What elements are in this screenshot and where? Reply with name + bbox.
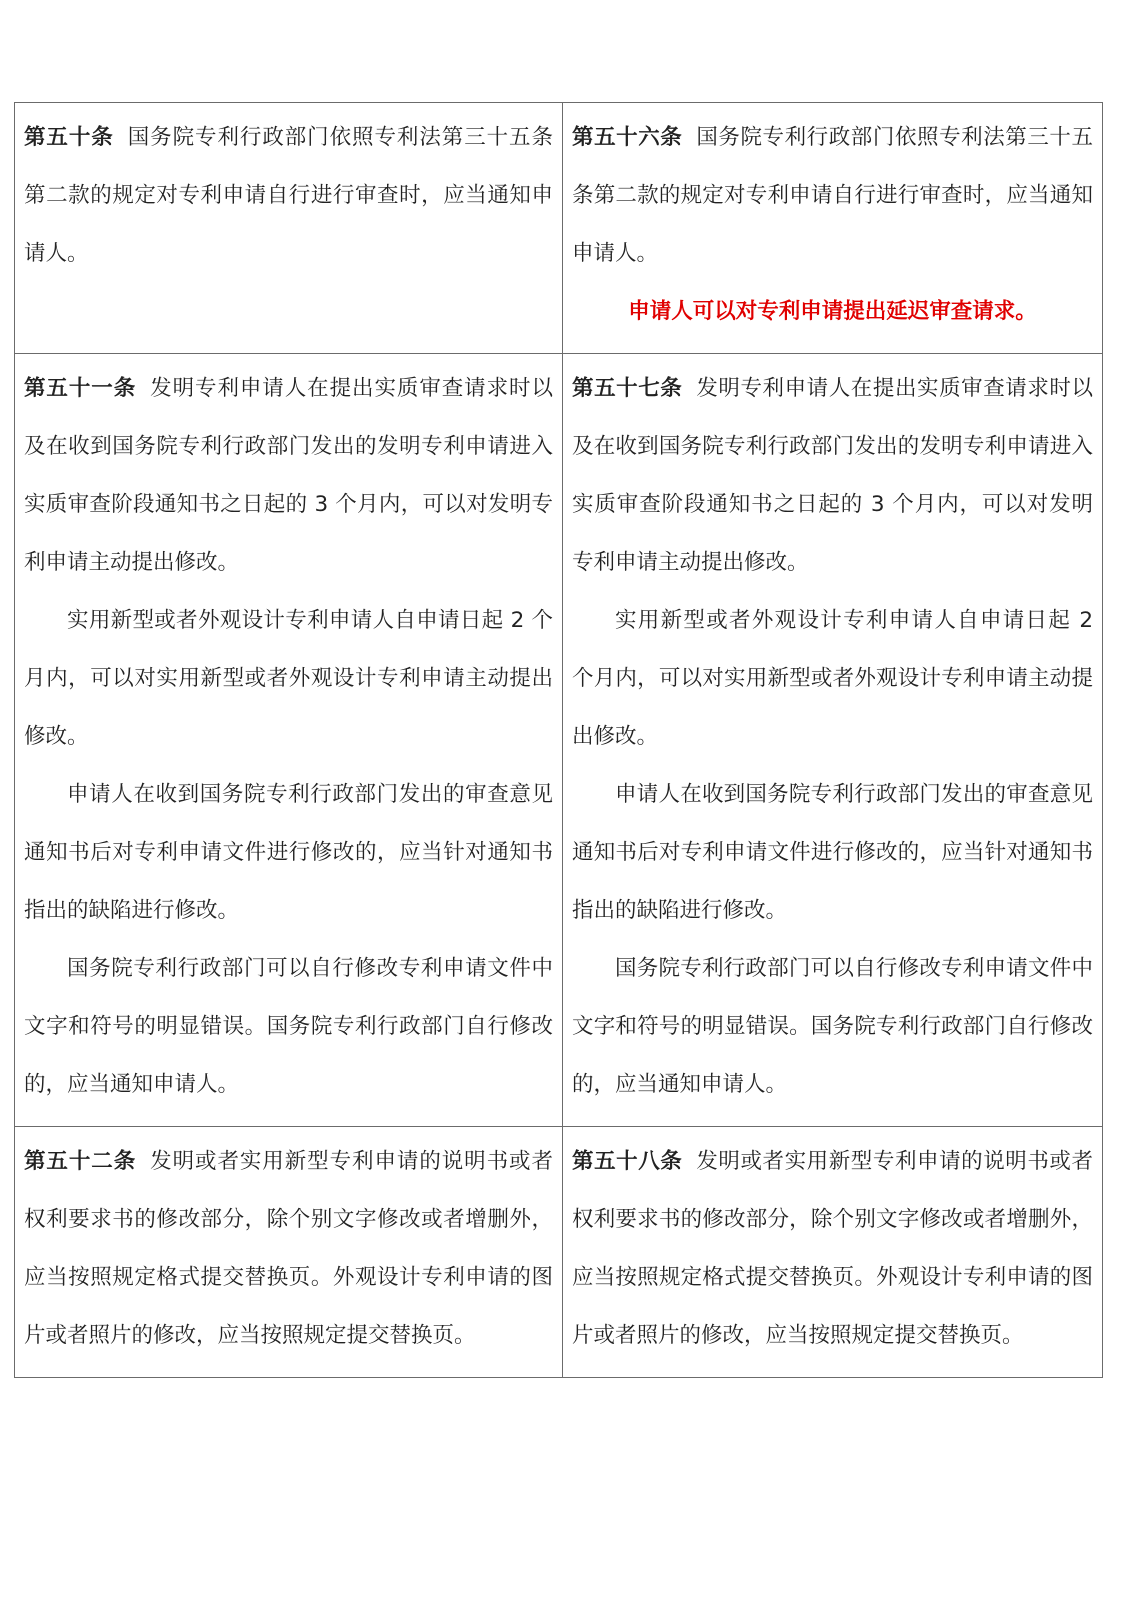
article-paragraph: 申请人在收到国务院专利行政部门发出的审查意见通知书后对专利申请文件进行修改的，应当针对通知书指出的缺陷进行修改。 [572, 782, 1093, 923]
article-paragraph [572, 109, 1093, 283]
article-paragraph: 实用新型或者外观设计专利申请人自申请日起 2 个月内，可以对实用新型或者外观设计专利申请主动提出修改。 [24, 608, 553, 749]
article-number: 第五十八条 [572, 1149, 683, 1174]
article-number: 第五十条 [24, 125, 114, 150]
old-article-cell [15, 1127, 563, 1378]
article-number: 第五十七条 [572, 376, 683, 401]
article-paragraph [572, 1133, 1093, 1365]
article-number: 第五十六条 [572, 125, 683, 150]
article-paragraph: 申请人在收到国务院专利行政部门发出的审查意见通知书后对专利申请文件进行修改的，应当针对通知书指出的缺陷进行修改。 [24, 782, 553, 923]
article-paragraph [24, 109, 553, 283]
comparison-table [14, 102, 1103, 1378]
table-row [15, 354, 1103, 1127]
old-article-cell [15, 103, 563, 354]
article-text: 国务院专利行政部门依照专利法第三十五条第二款的规定对专利申请自行进行审查时，应当通知申请人。 [24, 125, 553, 266]
old-article-cell [15, 354, 563, 1127]
added-provision: 申请人可以对专利申请提出延迟审查请求。 [628, 299, 1037, 324]
article-text: 国务院专利行政部门依照专利法第三十五条第二款的规定对专利申请自行进行审查时，应当通知申请人。 [572, 125, 1093, 266]
article-paragraph: 国务院专利行政部门可以自行修改专利申请文件中文字和符号的明显错误。国务院专利行政部门自行修改的，应当通知申请人。 [24, 956, 553, 1097]
new-article-cell [563, 354, 1103, 1127]
article-text: 发明专利申请人在提出实质审查请求时以及在收到国务院专利行政部门发出的发明专利申请进入实质审查阶段通知书之日起的 3 个月内，可以对发明专利申请主动提出修改。 [572, 376, 1093, 575]
article-number: 第五十一条 [24, 376, 137, 401]
new-article-cell [563, 103, 1103, 354]
article-text: 发明或者实用新型专利申请的说明书或者权利要求书的修改部分，除个别文字修改或者增删外，应当按照规定格式提交替换页。外观设计专利申请的图片或者照片的修改，应当按照规定提交替换页。 [24, 1149, 553, 1348]
article-text: 发明专利申请人在提出实质审查请求时以及在收到国务院专利行政部门发出的发明专利申请进入实质审查阶段通知书之日起的 3 个月内，可以对发明专利申请主动提出修改。 [24, 376, 553, 575]
new-article-cell [563, 1127, 1103, 1378]
article-paragraph: 国务院专利行政部门可以自行修改专利申请文件中文字和符号的明显错误。国务院专利行政部门自行修改的，应当通知申请人。 [572, 956, 1093, 1097]
article-paragraph [24, 360, 553, 592]
table-row [15, 103, 1103, 354]
article-paragraph: 实用新型或者外观设计专利申请人自申请日起 2 个月内，可以对实用新型或者外观设计专利申请主动提出修改。 [572, 608, 1093, 749]
article-paragraph [24, 1133, 553, 1365]
article-paragraph [572, 360, 1093, 592]
article-text: 发明或者实用新型专利申请的说明书或者权利要求书的修改部分，除个别文字修改或者增删外，应当按照规定格式提交替换页。外观设计专利申请的图片或者照片的修改，应当按照规定提交替换页。 [572, 1149, 1093, 1348]
table-row [15, 1127, 1103, 1378]
article-number: 第五十二条 [24, 1149, 137, 1174]
